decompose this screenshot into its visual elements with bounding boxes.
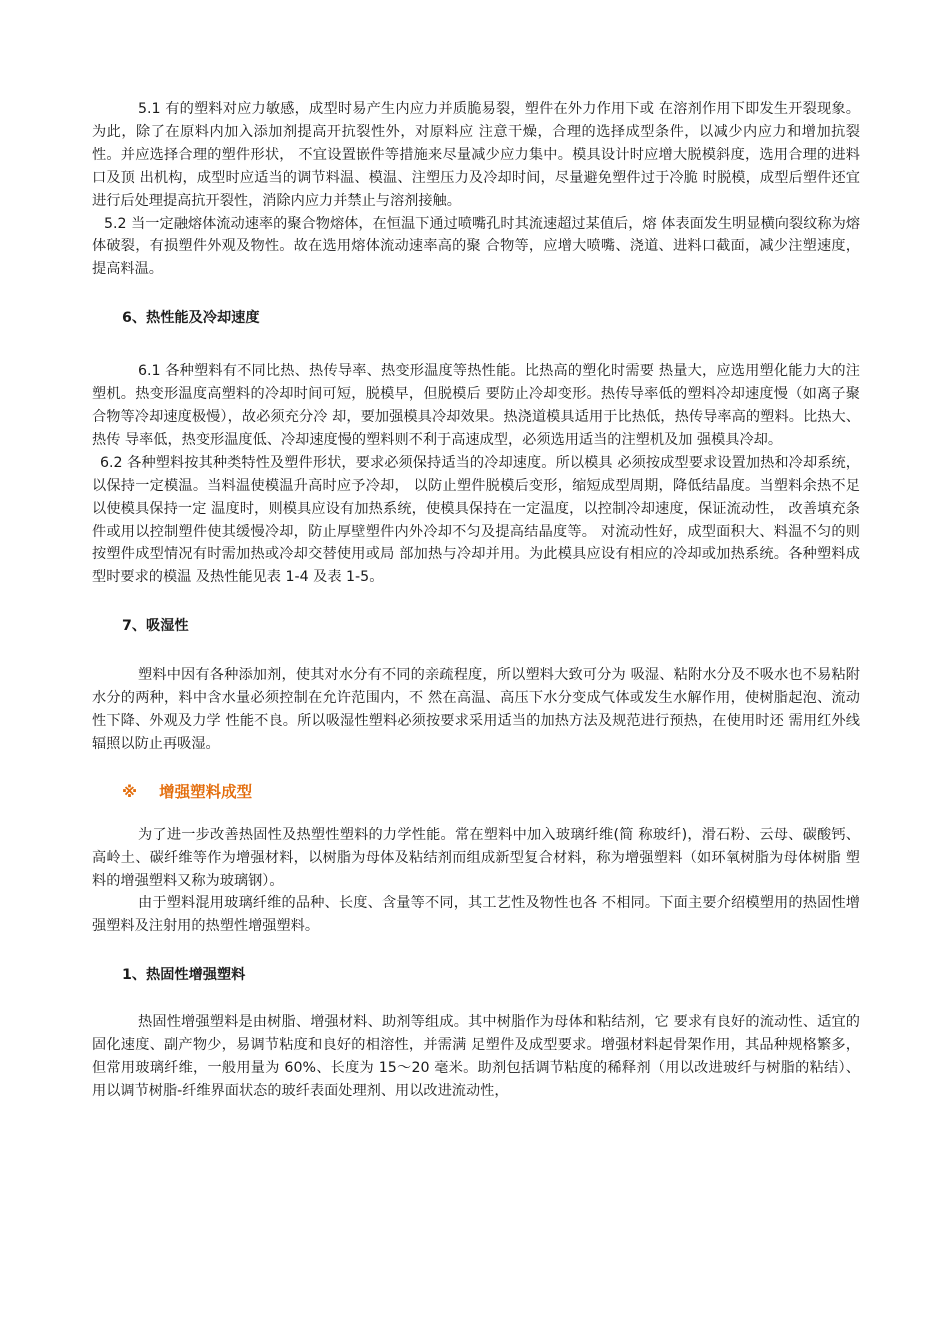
section-title-reinforced-plastics xyxy=(92,780,860,804)
paragraph-5-2: 5.2 当一定融熔体流动速率的聚合物熔体，在恒温下通过喷嘴孔时其流速超过某值后，熔 体表面发生明显横向裂纹称为熔体破裂，有损塑件外观及物性。故在选用熔体流动速率高的聚 合物等，应增大喷嘴、浇道、进料口截面，减少注塑速度，提高料温。 xyxy=(92,215,860,278)
heading-thermoset-reinforced: 1、热固性增强塑料 xyxy=(122,967,246,984)
paragraph-6-2: 6.2 各种塑料按其种类特性及塑件形状，要求必须保持适当的冷却速度。所以模具 必须按成型要求设置加热和冷却系统，以保持一定模温。当料温使模温升高时应予冷却， 以防止塑件脱模后变形，缩短成型周期，降低结晶度。当塑料余热不足以使模具保持一定 温度时，则模具应设有加热系统，使模具保持在一定温度，以控制冷却速度，保证流动性， 改善填充条件或用以控制塑件使其缓慢冷却，防止厚壁塑件内外冷却不匀及提高结晶度等。 对流动性好，成型面积大、料温不匀的则按塑件成型情况有时需加热或冷却交替使用或局 部加热与冷却并用。为此模具应设有相应的冷却或加热系统。各种塑料成型时要求的模温 及热性能见表 1-4 及表 1-5。 xyxy=(92,454,860,586)
spacer xyxy=(92,938,860,964)
paragraph-6-1: 6.1 各种塑料有不同比热、热传导率、热变形温度等热性能。比热高的塑化时需要 热量大，应选用塑化能力大的注塑机。热变形温度高塑料的冷却时间可短，脱模早，但脱模后 要防止冷却变形。热传导率低的塑料冷却速度慢（如离子聚合物等冷却速度极慢），故必须充分冷 却，要加强模具冷却效果。热浇道模具适用于比热低，热传导率高的塑料。比热大、热传 导率低，热变形温度低、冷却速度慢的塑料则不利于高速成型，必须选用适当的注塑机及加 强模具冷却。 xyxy=(92,363,860,448)
spacer xyxy=(92,987,860,1011)
spacer xyxy=(92,756,860,780)
paragraph-reinforced-overview: 由于塑料混用玻璃纤维的品种、长度、含量等不同，其工艺性及物性也各 不相同。下面主要介绍模塑用的热固性增强塑料及注射用的热塑性增强塑料。 xyxy=(92,895,860,935)
document-page xyxy=(92,98,860,1103)
paragraph-5-1: 5.1 有的塑料对应力敏感，成型时易产生内应力并质脆易裂，塑件在外力作用下或 在溶剂作用下即发生开裂现象。为此，除了在原料内加入添加剂提高开抗裂性外，对原料应 注意干燥，合理的选择成型条件，以减少内应力和增加抗裂性。并应选择合理的塑件形状， 不宜设置嵌件等措施来尽量减少应力集中。模具设计时应增大脱模斜度，选用合理的进料口及顶 出机构，成型时应适当的调节料温、模温、注塑压力及冷却时间，尽量避免塑件过于冷脆 时脱模，成型后塑件还宜进行后处理提高抗开裂性，消除内应力并禁止与溶剂接触。 xyxy=(92,101,860,209)
reference-mark-icon: ※ xyxy=(122,782,138,801)
heading-hygroscopicity: 7、吸湿性 xyxy=(122,618,189,635)
paragraph-thermoset: 热固性增强塑料是由树脂、增强材料、助剂等组成。其中树脂作为母体和粘结剂，它 要求有良好的流动性、适宜的固化速度、副产物少，易调节粘度和良好的相溶性，并需满 足塑件及成型要求。增强材料起骨架作用，其品种规格繁多，但常用玻璃纤维，一般用量为 60%、长度为 15～20 毫米。助剂包括调节粘度的稀释剂（用以改进玻纤与树脂的粘结）、 用以调节树脂-纤维界面状态的玻纤表面处理剂、用以改进流动性， xyxy=(92,1014,860,1099)
spacer xyxy=(92,638,860,664)
spacer xyxy=(92,589,860,615)
spacer xyxy=(92,281,860,307)
paragraph-7: 塑料中因有各种添加剂，使其对水分有不同的亲疏程度，所以塑料大致可分为 吸湿、粘附水分及不吸水也不易粘附水分的两种，料中含水量必须控制在允许范围内，不 然在高温、高压下水分变成气体或发生水解作用，使树脂起泡、流动性下降、外观及力学 性能不良。所以吸湿性塑料必须按要求采用适当的加热方法及规范进行预热，在使用时还 需用红外线辐照以防止再吸湿。 xyxy=(92,667,860,752)
spacer xyxy=(92,804,860,824)
spacer xyxy=(92,330,860,360)
section-title-text: 增强塑料成型 xyxy=(159,782,253,801)
paragraph-reinforced-intro: 为了进一步改善热固性及热塑性塑料的力学性能。常在塑料中加入玻璃纤维(简 称玻纤)，滑石粉、云母、碳酸钙、高岭土、碳纤维等作为增强材料，以树脂为母体及粘结剂而组成新型复合材料，称为增强塑料（如环氧树脂为母体树脂 塑料的增强塑料又称为玻璃钢）。 xyxy=(92,826,860,889)
heading-thermal-properties: 6、热性能及冷却速度 xyxy=(122,310,260,327)
